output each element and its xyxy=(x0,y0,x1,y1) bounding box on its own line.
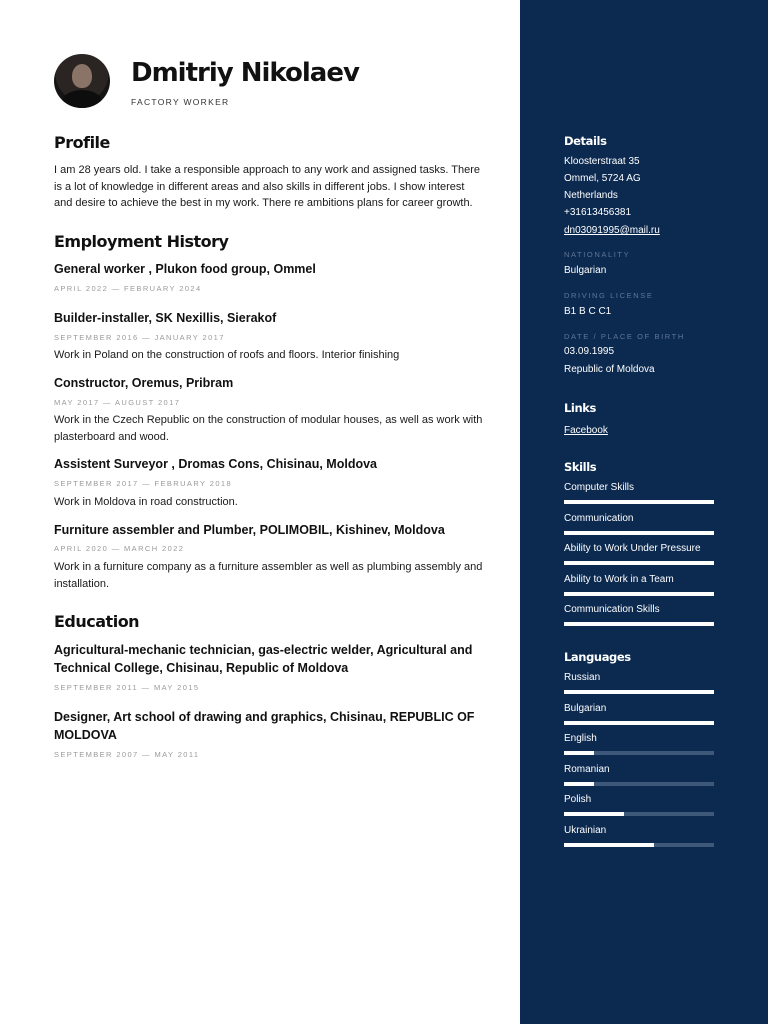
languages-heading: Languages xyxy=(564,650,631,664)
language-item xyxy=(564,825,714,855)
language-item xyxy=(564,703,714,733)
language-item xyxy=(564,764,714,794)
education-title-entry: Agricultural-mechanic technician, gas-electric welder, Agricultural and Technical College, Chisinau, Republic of Moldova xyxy=(54,643,473,675)
language-level-bar xyxy=(564,843,714,847)
language-item xyxy=(564,794,714,824)
job-title-entry: Assistent Surveyor , Dromas Cons, Chisinau, Moldova xyxy=(54,457,377,471)
skill-item xyxy=(564,513,714,543)
skill-level-fill xyxy=(564,592,714,596)
avatar-body xyxy=(62,90,102,108)
job-description: Work in Moldova in road construction. xyxy=(54,496,238,508)
language-name: Bulgarian xyxy=(564,702,607,714)
skill-name: Ability to Work Under Pressure xyxy=(564,543,701,554)
job-description: Work in a furniture company as a furniture assembler as well as plumbing assembly and installation. xyxy=(54,561,483,590)
address-line-2: Ommel, 5724 AG xyxy=(564,173,641,184)
language-level-fill xyxy=(564,751,594,755)
driving-license-value: B1 B C C1 xyxy=(564,306,612,317)
language-level-bar xyxy=(564,782,714,786)
job-dates: APRIL 2022 — FEBRUARY 2024 xyxy=(54,284,202,293)
skill-item xyxy=(564,482,714,512)
skill-name: Communication xyxy=(564,512,634,524)
language-level-fill xyxy=(564,782,594,786)
profile-text: I am 28 years old. I take a responsible approach to any work and assigned tasks. There is a lot of knowledge in different areas and also skills in different jobs. I show interest and desire to achieve the best in my work. There re ambitions plans for career growth. xyxy=(54,164,480,209)
skill-item xyxy=(564,543,714,573)
language-name: Ukrainian xyxy=(564,824,607,836)
language-level-bar xyxy=(564,690,714,694)
birth-label: DATE / PLACE OF BIRTH xyxy=(564,332,685,341)
profile-heading: Profile xyxy=(54,133,110,152)
nationality-label: NATIONALITY xyxy=(564,250,631,259)
language-name: Romanian xyxy=(564,763,610,775)
skill-name: Communication Skills xyxy=(564,604,660,615)
skill-level-bar xyxy=(564,561,714,565)
language-level-fill xyxy=(564,721,714,725)
avatar-face xyxy=(72,64,92,88)
job-dates: APRIL 2020 — MARCH 2022 xyxy=(54,544,185,553)
language-level-fill xyxy=(564,812,624,816)
education-heading: Education xyxy=(54,612,140,631)
job-title-entry: Builder-installer, SK Nexillis, Sierakof xyxy=(54,311,277,325)
language-name: Polish xyxy=(564,794,592,805)
skill-level-fill xyxy=(564,622,714,626)
employment-heading: Employment History xyxy=(54,232,229,251)
details-heading: Details xyxy=(564,134,607,148)
education-dates: SEPTEMBER 2007 — MAY 2011 xyxy=(54,750,200,759)
driving-license-label: DRIVING LICENSE xyxy=(564,291,654,300)
skill-item xyxy=(564,574,714,604)
language-item xyxy=(564,672,714,702)
language-name: English xyxy=(564,733,597,744)
skill-level-bar xyxy=(564,592,714,596)
language-level-bar xyxy=(564,721,714,725)
job-title: FACTORY WORKER xyxy=(131,97,230,107)
person-name: Dmitriy Nikolaev xyxy=(131,58,359,88)
job-title-entry: General worker , Plukon food group, Ommel xyxy=(54,262,316,276)
job-dates: SEPTEMBER 2017 — FEBRUARY 2018 xyxy=(54,479,233,488)
language-level-bar xyxy=(564,812,714,816)
language-name: Russian xyxy=(564,672,601,683)
language-level-bar xyxy=(564,751,714,755)
skills-heading: Skills xyxy=(564,460,597,474)
avatar xyxy=(54,54,110,108)
language-level-fill xyxy=(564,843,654,847)
education-title-entry: Designer, Art school of drawing and graphics, Chisinau, REPUBLIC OF MOLDOVA xyxy=(54,710,475,742)
address-line-1: Kloosterstraat 35 xyxy=(564,156,640,167)
job-description: Work in the Czech Republic on the construction of modular houses, as well as work with plasterboard and wood. xyxy=(54,414,483,443)
phone-number: +31613456381 xyxy=(564,207,632,218)
job-title-entry: Furniture assembler and Plumber, POLIMOBIL, Kishinev, Moldova xyxy=(54,523,445,537)
skill-name: Computer Skills xyxy=(564,482,635,493)
language-level-fill xyxy=(564,690,714,694)
job-dates: SEPTEMBER 2016 — JANUARY 2017 xyxy=(54,333,225,342)
skill-level-bar xyxy=(564,622,714,626)
job-description: Work in Poland on the construction of roofs and floors. Interior finishing xyxy=(54,349,400,361)
resume-header xyxy=(54,54,484,110)
address-country: Netherlands xyxy=(564,190,618,201)
skill-level-fill xyxy=(564,531,714,535)
skill-level-bar xyxy=(564,531,714,535)
skill-level-fill xyxy=(564,500,714,504)
nationality-value: Bulgarian xyxy=(564,265,607,276)
email-link[interactable]: dn03091995@mail.ru xyxy=(564,225,660,236)
skill-item xyxy=(564,604,714,634)
language-item xyxy=(564,733,714,763)
skill-level-bar xyxy=(564,500,714,504)
education-dates: SEPTEMBER 2011 — MAY 2015 xyxy=(54,683,200,692)
links-heading: Links xyxy=(564,401,596,415)
skill-name: Ability to Work in a Team xyxy=(564,573,674,585)
job-dates: MAY 2017 — AUGUST 2017 xyxy=(54,398,181,407)
facebook-link[interactable]: Facebook xyxy=(564,425,608,436)
job-title-entry: Constructor, Oremus, Pribram xyxy=(54,376,234,390)
birth-place: Republic of Moldova xyxy=(564,364,655,375)
skill-level-fill xyxy=(564,561,714,565)
birth-date: 03.09.1995 xyxy=(564,346,615,357)
